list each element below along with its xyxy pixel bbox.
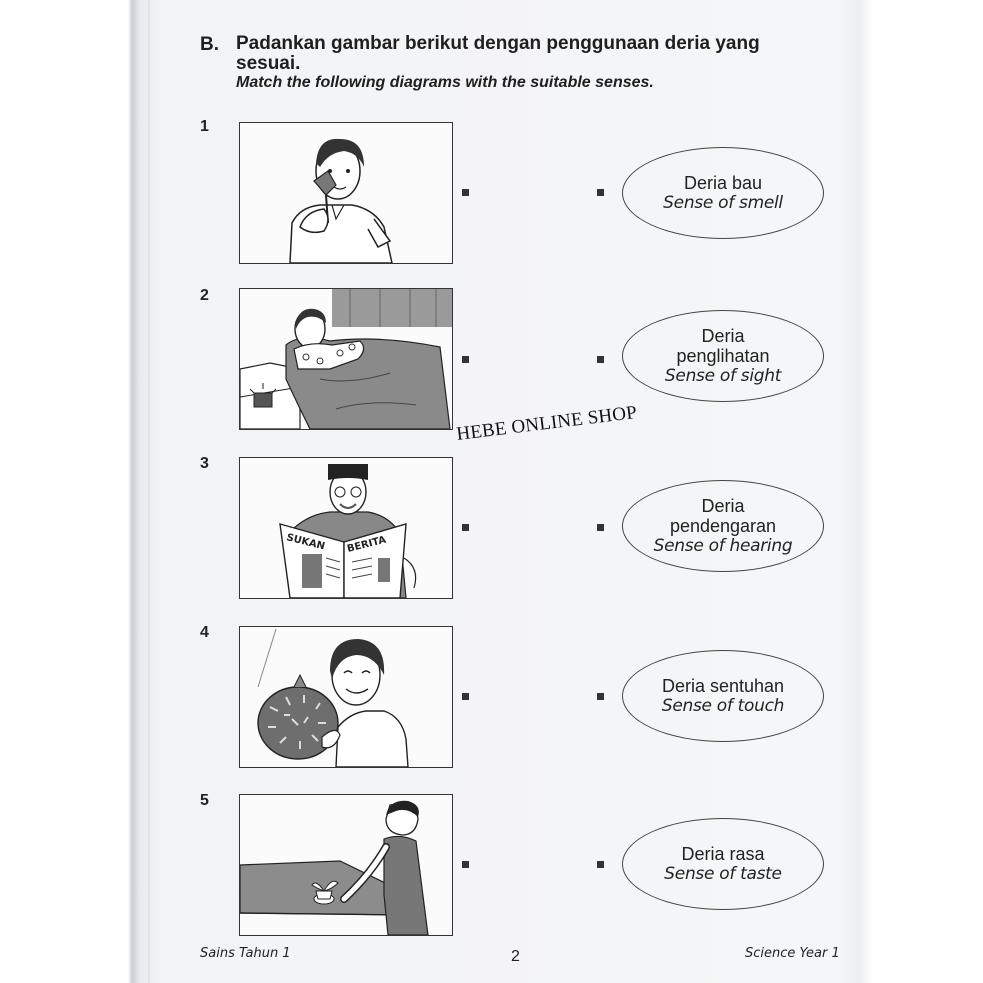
- picture-man-newspaper: [239, 457, 453, 599]
- match-dot-left[interactable]: [462, 693, 469, 700]
- match-dot-right[interactable]: [597, 524, 604, 531]
- sense-malay: pendengaran: [669, 516, 777, 536]
- page-number: 2: [511, 948, 520, 965]
- instruction-malay: Padankan gambar berikut dengan penggunaan deria yang sesuai.: [236, 33, 760, 74]
- match-dot-right[interactable]: [597, 356, 604, 363]
- boy-durian-illustration: [240, 627, 452, 767]
- sense-malay: penglihatan: [676, 346, 770, 366]
- picture-boy-bed-alarm: [239, 288, 453, 430]
- sense-option-smell[interactable]: [622, 147, 824, 239]
- boy-plant-illustration: [240, 795, 452, 935]
- picture-boy-plant: [239, 794, 453, 936]
- sense-option-sight[interactable]: [622, 310, 824, 402]
- sense-english: Sense of sight: [664, 366, 782, 386]
- match-dot-left[interactable]: [462, 861, 469, 868]
- sense-english: Sense of touch: [661, 696, 785, 716]
- sense-option-touch[interactable]: [622, 650, 824, 742]
- shop-watermark: HEBE ONLINE SHOP: [455, 402, 639, 446]
- boy-bed-alarm-illustration: [240, 289, 452, 429]
- item-number: 1: [200, 118, 209, 135]
- sense-malay: Deria sentuhan: [661, 676, 785, 696]
- sense-english: Sense of smell: [663, 193, 783, 213]
- sense-malay: Deria: [701, 496, 745, 516]
- sense-malay: Deria bau: [683, 173, 763, 193]
- footer-left: Sains Tahun 1: [200, 946, 291, 961]
- item-number: 3: [200, 455, 209, 472]
- man-newspaper-illustration: [240, 458, 452, 598]
- match-dot-right[interactable]: [597, 693, 604, 700]
- boy-ice-cream-illustration: [240, 123, 452, 263]
- page-binding-edge: [148, 0, 150, 983]
- item-number: 4: [200, 624, 209, 641]
- instruction-english: Match the following diagrams with the suitable senses.: [236, 74, 654, 91]
- sense-malay: Deria: [701, 326, 745, 346]
- item-number: 2: [200, 287, 209, 304]
- sense-option-taste[interactable]: [622, 818, 824, 910]
- sense-english: Sense of hearing: [653, 536, 793, 556]
- match-dot-right[interactable]: [597, 189, 604, 196]
- picture-boy-durian: [239, 626, 453, 768]
- sense-english: Sense of taste: [664, 864, 782, 884]
- footer-right: Science Year 1: [745, 946, 840, 961]
- sense-malay: Deria rasa: [681, 844, 765, 864]
- item-number: 5: [200, 792, 209, 809]
- newspaper-left-title: SUKAN: [285, 532, 326, 553]
- match-dot-right[interactable]: [597, 861, 604, 868]
- picture-boy-ice-cream: [239, 122, 453, 264]
- match-dot-left[interactable]: [462, 356, 469, 363]
- match-dot-left[interactable]: [462, 189, 469, 196]
- match-dot-left[interactable]: [462, 524, 469, 531]
- section-letter: B.: [200, 34, 219, 55]
- sense-option-hearing[interactable]: [622, 480, 824, 572]
- newspaper-right-title: BERITA: [346, 534, 388, 555]
